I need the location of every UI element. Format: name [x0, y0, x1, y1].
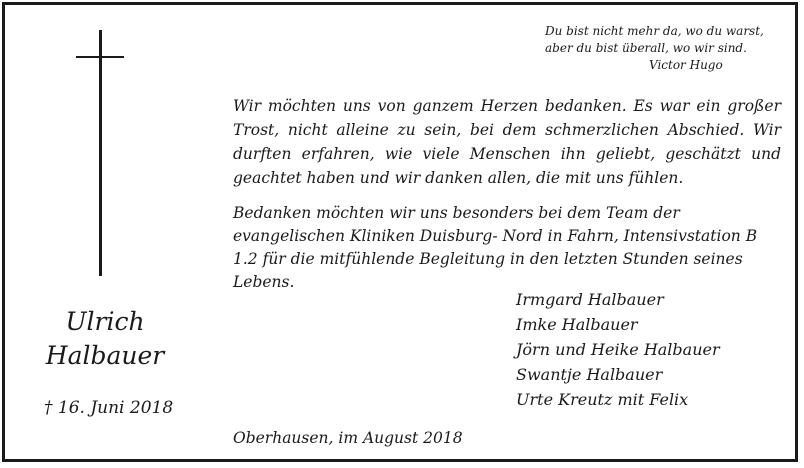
clinic-thanks-paragraph: Bedanken möchten wir uns besonders bei dem Team der evangelischen Kliniken Duisburg- Nord in Fahrn, Intensivstation B 1.2 für die mitfühlende Begleitung in den letzten Stunden seines Lebens.	[233, 204, 758, 291]
place-and-date: Oberhausen, im August 2018	[233, 429, 463, 447]
deceased-name	[20, 305, 190, 373]
deceased-last-name: Halbauer	[45, 341, 165, 370]
cross-vertical-bar	[99, 30, 102, 276]
death-date: † 16. Juni 2018	[44, 398, 174, 418]
family-member: Swantje Halbauer	[516, 365, 663, 384]
family-signatures	[516, 287, 720, 412]
deceased-first-name: Ulrich	[65, 307, 145, 336]
quote-line: aber du bist überall, wo wir sind.	[545, 41, 747, 55]
family-member: Irmgard Halbauer	[516, 290, 664, 309]
cross-horizontal-bar	[76, 56, 124, 58]
quote-author: Victor Hugo	[649, 58, 723, 72]
family-member: Urte Kreutz mit Felix	[516, 390, 689, 409]
family-member: Imke Halbauer	[516, 315, 638, 334]
cross-icon	[76, 30, 126, 276]
thanks-paragraph: Wir möchten uns von ganzem Herzen bedanken. Es war ein großer Trost, nicht alleine zu sein, bei dem schmerzlichen Abschied. Wir durften erfahren, wie viele Menschen ihn geliebt, geschätzt und geachtet haben und wir danken allen, die mit uns fühlen.	[233, 97, 781, 187]
epigraph-quote	[545, 23, 775, 74]
family-member: Jörn und Heike Halbauer	[516, 340, 720, 359]
quote-line: Du bist nicht mehr da, wo du warst,	[545, 24, 764, 38]
